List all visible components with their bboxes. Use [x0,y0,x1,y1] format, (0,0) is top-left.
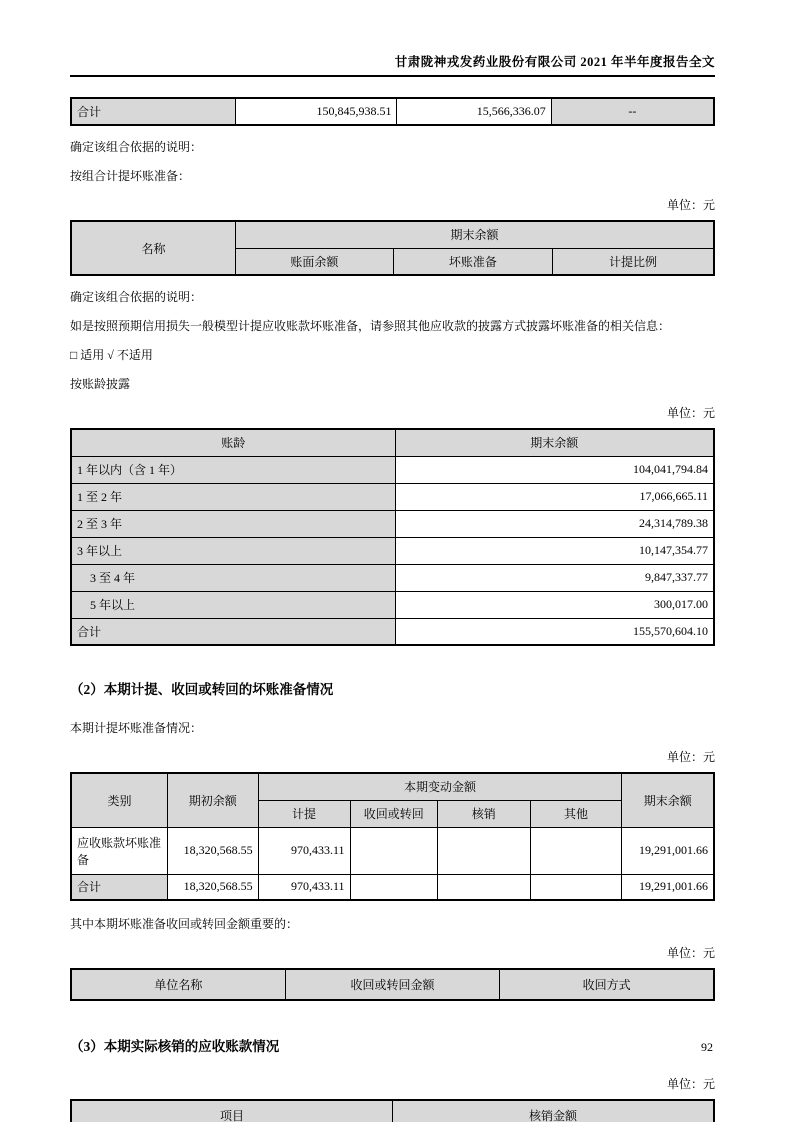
aging-value-cell: 9,847,337.77 [395,564,714,591]
aging-value-cell: 17,066,665.11 [395,483,714,510]
section-3-heading: （3）本期实际核销的应收账款情况 [70,1039,280,1054]
table-row [71,510,714,537]
writeoff-table [70,1099,715,1122]
category-header-cell: 类别 [71,773,167,827]
aging-bucket-cell: 3 至 4 年 [71,564,395,591]
bad-debt-provision-cell: 15,566,336.07 [397,98,551,125]
recovered-header-cell: 收回或转回 [350,800,437,827]
book-balance-cell: 150,845,938.51 [236,98,397,125]
unit-label: 单位：元 [666,198,715,212]
unit-label: 单位：元 [666,1077,715,1091]
provision-header-cell: 计提 [258,800,350,827]
aging-header-cell: 账龄 [71,429,395,456]
writeoff-header-cell: 核销 [437,800,530,827]
note-combo-provision: 按组合计提坏账准备： [70,169,191,183]
opening-cell: 18,320,568.55 [167,874,258,900]
table-row [71,537,714,564]
recovery-note: 其中本期坏账准备收回或转回金额重要的： [70,917,299,931]
opening-balance-header-cell: 期初余额 [167,773,258,827]
provision-cell: 970,433.11 [258,874,350,900]
total-label-cell: 合计 [71,98,236,125]
table-header-row [71,429,714,456]
aging-bucket-cell: 1 年以内（含 1 年） [71,456,395,483]
recovered-cell [350,827,437,874]
aging-bucket-cell: 1 至 2 年 [71,483,395,510]
entity-name-header-cell: 单位名称 [71,969,285,1000]
section-2-heading: （2）本期计提、收回或转回的坏账准备情况 [70,682,334,697]
table-header-row [71,221,714,248]
other-cell [530,827,622,874]
table-header-row [71,1100,714,1122]
aging-table [70,428,715,646]
aging-total-value-cell: 155,570,604.10 [395,618,714,645]
note-basis-2: 确定该组合依据的说明： [70,290,203,304]
closing-balance-header-cell: 期末余额 [622,773,714,827]
writeoff-cell [437,874,530,900]
table-row [71,564,714,591]
applicable-checkbox-line: □ 适用 √ 不适用 [70,348,153,362]
table-header-row [71,969,714,1000]
current-change-header-cell: 本期变动金额 [258,773,622,800]
unit-label: 单位：元 [666,946,715,960]
note-ecl-model: 如是按照预期信用损失一般模型计提应收账款坏账准备，请参照其他应收款的披露方式披露坏账准备的相关信息： [70,319,671,333]
writeoff-amount-header-cell: 核销金额 [393,1100,715,1122]
aging-value-cell: 300,017.00 [395,591,714,618]
table-row [71,483,714,510]
table-row [71,827,714,874]
item-header-cell: 项目 [71,1100,393,1122]
opening-cell: 18,320,568.55 [167,827,258,874]
table-header-row [71,773,714,800]
aging-value-cell: 104,041,794.84 [395,456,714,483]
other-cell [530,874,622,900]
table-row [71,98,714,125]
book-balance-header-cell: 账面余额 [236,248,394,275]
recovery-table [70,968,715,1001]
other-header-cell: 其他 [530,800,622,827]
provision-ratio-cell: -- [551,98,714,125]
aging-bucket-cell: 5 年以上 [71,591,395,618]
closing-cell: 19,291,001.66 [622,827,714,874]
bad-debt-header-cell: 坏账准备 [393,248,552,275]
combo-provision-table [70,220,715,276]
aging-total-label-cell: 合计 [71,618,395,645]
table-row [71,618,714,645]
table-row [71,874,714,900]
aging-bucket-cell: 3 年以上 [71,537,395,564]
period-end-header-cell: 期末余额 [395,429,714,456]
recovered-amount-header-cell: 收回或转回金额 [285,969,499,1000]
note-basis-1: 确定该组合依据的说明： [70,140,203,154]
table-row [71,591,714,618]
recovery-method-header-cell: 收回方式 [500,969,714,1000]
total-label-cell: 合计 [71,874,167,900]
recovered-cell [350,874,437,900]
provision-note: 本期计提坏账准备情况： [70,721,203,735]
provision-movement-table [70,772,715,901]
period-end-header-cell: 期末余额 [236,221,714,248]
header-rule [70,75,715,77]
portfolio-total-table [70,97,715,126]
aging-value-cell: 10,147,354.77 [395,537,714,564]
aging-disclosure-label: 按账龄披露 [70,377,131,391]
category-cell: 应收账款坏账准备 [71,827,167,874]
unit-label: 单位：元 [666,750,715,764]
name-header-cell: 名称 [71,221,236,275]
page-number: 92 [701,1040,713,1054]
unit-label: 单位：元 [666,406,715,420]
table-row [71,456,714,483]
aging-value-cell: 24,314,789.38 [395,510,714,537]
ratio-header-cell: 计提比例 [553,248,714,275]
aging-bucket-cell: 2 至 3 年 [71,510,395,537]
document-header-title: 甘肃陇神戎发药业股份有限公司 2021 年半年度报告全文 [394,55,715,69]
provision-cell: 970,433.11 [258,827,350,874]
writeoff-cell [437,827,530,874]
closing-cell: 19,291,001.66 [622,874,714,900]
